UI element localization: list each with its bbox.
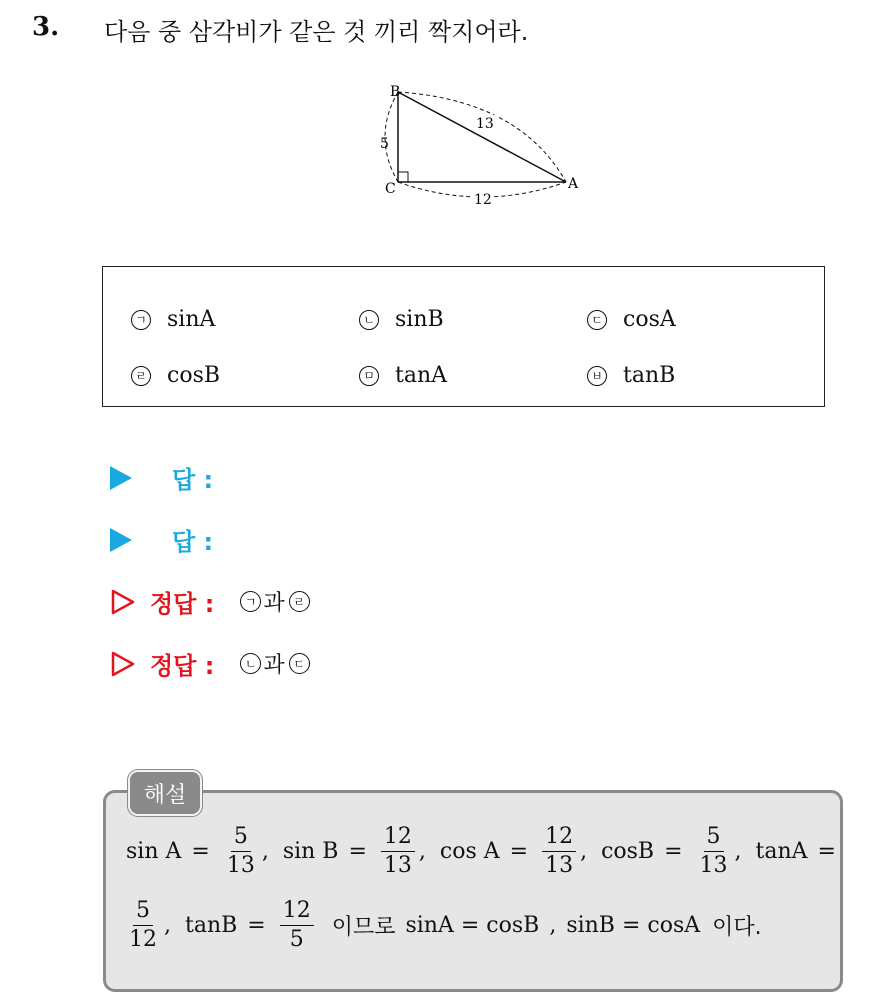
- choice-1: [131, 307, 215, 332]
- choice-mark: ㄴ: [359, 310, 379, 330]
- cos-b-term: cosB: [601, 839, 655, 865]
- fraction: $\frac{5}{13}$: [699, 824, 728, 879]
- correct-value: [240, 586, 311, 617]
- fraction: $\frac{12}{13}$: [542, 825, 576, 878]
- question-text: 다음 중 삼각비가 같은 것 끼리 짝지어라.: [104, 18, 529, 46]
- solution-box: [103, 790, 843, 992]
- choice-mark: ㄷ: [289, 653, 310, 674]
- choice-3: [587, 307, 676, 332]
- answer-row-1[interactable]: [110, 460, 213, 495]
- end-text: 이다.: [712, 915, 762, 941]
- answer-label: 답 :: [172, 466, 214, 494]
- side-ab: [398, 92, 566, 182]
- side-ca-label: 12: [474, 192, 492, 208]
- correct-answer-row-1: [110, 584, 312, 619]
- sin-a-term: sin A: [126, 839, 182, 865]
- choice-mark: ㄹ: [131, 366, 151, 386]
- choice-mark: ㄷ: [587, 310, 607, 330]
- fraction: $\frac{5}{13}$: [226, 824, 255, 879]
- solution-line-2: $\frac{5}{12}$ , tanB = $\frac{12}{5}$ 이므로 sinA = cosB , sinB = cosA 이다.: [126, 899, 762, 952]
- correct-label: 정답 :: [150, 590, 215, 618]
- fraction: $\frac{12}{5}$: [280, 899, 314, 952]
- choice-label: cosA: [623, 307, 676, 332]
- choice-4: [131, 363, 220, 388]
- choice-label: sinA: [167, 307, 216, 332]
- vertex-c-label: C: [385, 181, 396, 197]
- fraction: $\frac{12}{13}$: [381, 825, 415, 878]
- correct-value: [240, 648, 311, 679]
- answer-label: 답 :: [172, 528, 214, 556]
- choice-mark: ㄹ: [289, 591, 310, 612]
- choice-label: tanA: [395, 363, 448, 388]
- choice-6: [587, 363, 675, 388]
- question-number: 3.: [32, 12, 60, 42]
- choice-2: [359, 307, 444, 332]
- correct-label: 정답 :: [150, 652, 215, 680]
- conclusion-text: 이므로: [331, 915, 396, 941]
- choice-label: sinB: [395, 307, 444, 332]
- side-bc-label: 5: [380, 136, 389, 152]
- choice-label: cosB: [167, 363, 221, 388]
- choice-mark: ㄴ: [240, 653, 261, 674]
- answer-row-2[interactable]: [110, 522, 213, 557]
- join-text: 과: [263, 653, 285, 678]
- choice-mark: ㅁ: [359, 366, 379, 386]
- equation-1: sinA = cosB: [405, 913, 540, 939]
- equation-2: sinB = cosA: [566, 913, 701, 939]
- side-ab-label: 13: [476, 116, 494, 132]
- correct-answer-row-2: [110, 646, 312, 681]
- vertex-b-label: B: [390, 84, 401, 100]
- play-triangle-icon: [110, 528, 132, 552]
- cos-a-term: cos A: [439, 839, 500, 865]
- choice-5: [359, 363, 447, 388]
- join-text: 과: [263, 591, 285, 616]
- choice-mark: ㄱ: [131, 310, 151, 330]
- solution-tab: 해설: [128, 770, 202, 816]
- outline-triangle-icon: [110, 589, 136, 615]
- tan-b-term: tanB: [184, 913, 238, 939]
- solution-line-1: sin A = $\frac{5}{13}$ , sin B = $\frac{12}{13}$ , cos A = $\frac{12}{13}$ , cosB = $\frac{5}{13}$ , tanA =: [126, 824, 836, 879]
- sin-b-term: sin B: [282, 839, 339, 865]
- play-triangle-icon: [110, 466, 132, 490]
- triangle-figure: [370, 80, 590, 210]
- choice-mark: ㅂ: [587, 366, 607, 386]
- choice-mark: ㄱ: [240, 591, 261, 612]
- vertex-a-label: A: [568, 176, 579, 192]
- tan-a-term: tanA: [755, 839, 808, 865]
- fraction: $\frac{5}{12}$: [129, 898, 157, 953]
- outline-triangle-icon: [110, 651, 136, 677]
- choice-label: tanB: [623, 363, 676, 388]
- right-angle-mark: [398, 172, 408, 182]
- choices-box: [102, 266, 825, 407]
